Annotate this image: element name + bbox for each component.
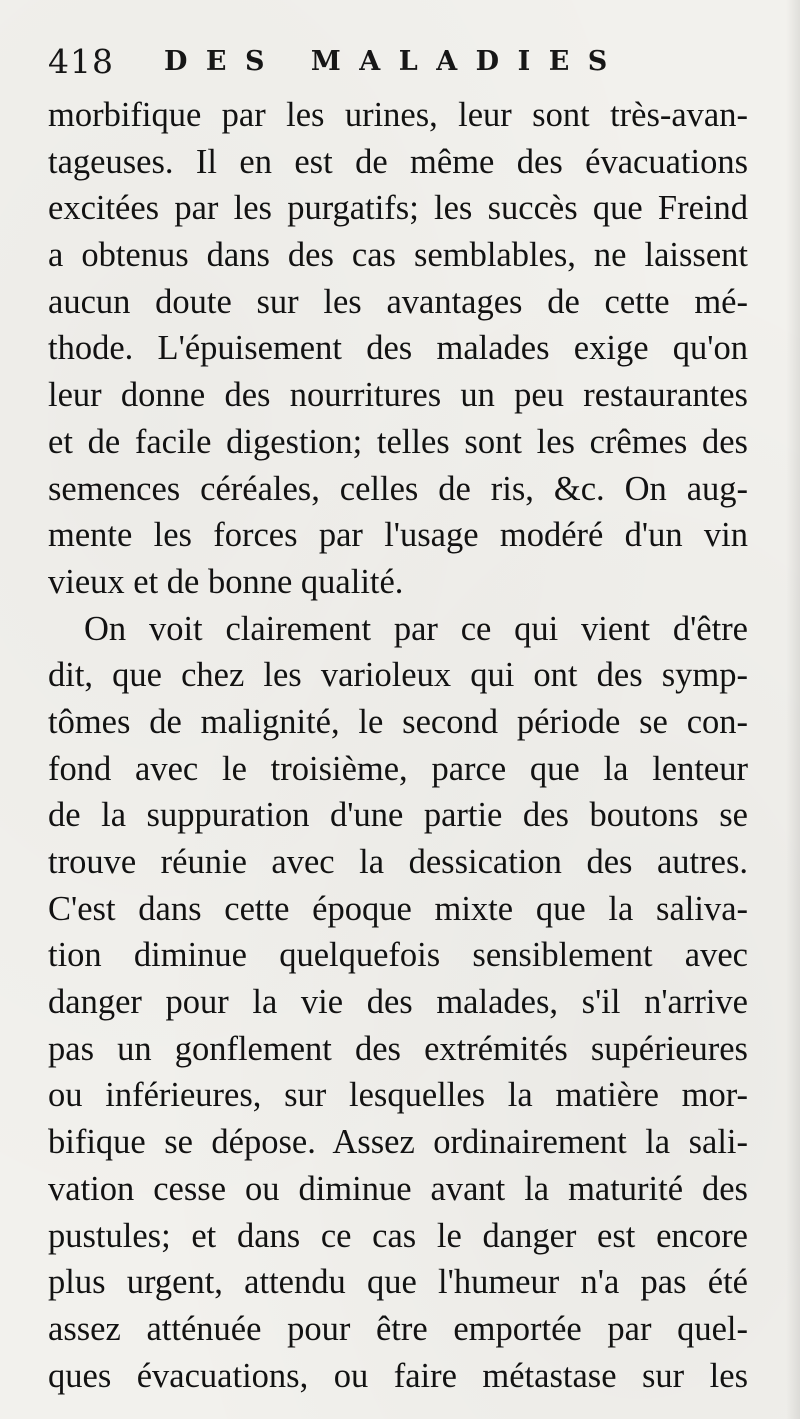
text-line: bifique se dépose. Assez ordinairement la sali- [48,1123,748,1162]
text-line: mente les forces par l'usage modéré d'un vin [48,516,748,555]
page-edge-shadow [786,0,800,1419]
text-line: C'est dans cette époque mixte que la saliva- [48,889,748,928]
text-line: assez atténuée pour être emportée par quel- [48,1309,748,1348]
text-line: de la suppuration d'une partie des boutons se [48,796,748,835]
text-line: pas un gonflement des extrémités supérieures [48,1029,748,1068]
text-line: On voit clairement par ce qui vient d'être [84,609,748,648]
text-line: vieux et de bonne qualité. [48,562,404,601]
text-line: fond avec le troisième, parce que la lenteur [48,749,748,788]
text-line: plus urgent, attendu que l'humeur n'a pas été [48,1263,748,1302]
text-line: ques évacuations, ou faire métastase sur les [48,1356,748,1395]
text-line: leur donne des nourritures un peu restaurantes [48,376,748,415]
text-line: tômes de malignité, le second période se con- [48,702,748,741]
text-line: ou inférieures, sur lesquelles la matière mor- [48,1076,748,1115]
text-line: pustules; et dans ce cas le danger est encore [48,1216,748,1255]
text-line: tion diminue quelquefois sensiblement avec [48,936,748,975]
text-line: dit, que chez les varioleux qui ont des symp- [48,656,748,695]
page-header [48,40,748,86]
text-line: tageuses. Il en est de même des évacuations [48,142,748,181]
body-text [48,92,748,1399]
page-number: 418 [48,42,114,81]
text-line: thode. L'épuisement des malades exige qu'on [48,329,748,368]
text-line: morbifique par les urines, leur sont très-avan- [48,96,748,134]
running-title: DES MALADIES [164,46,626,77]
text-line: trouve réunie avec la dessication des autres. [48,843,748,881]
text-line: a obtenus dans des cas semblables, ne laissent [48,236,748,275]
text-line: danger pour la vie des malades, s'il n'arrive [48,983,748,1022]
text-line: excitées par les purgatifs; les succès que Freind [48,189,748,228]
text-line: aucun doute sur les avantages de cette mé- [48,282,748,321]
text-line: semences céréales, celles de ris, &c. On aug- [48,469,748,508]
text-line: vation cesse ou diminue avant la maturité des [48,1169,748,1208]
text-line: et de facile digestion; telles sont les crêmes des [48,422,748,461]
